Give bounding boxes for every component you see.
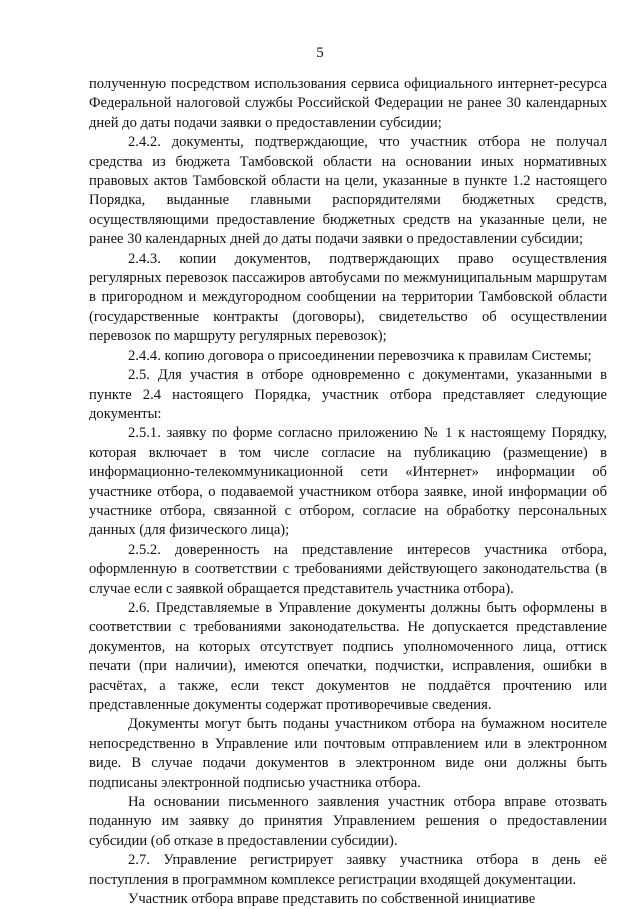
document-body [89, 75, 607, 909]
paragraph-2-5: 2.5. Для участия в отборе одновременно с документами, указанными в пункте 2.4 настоящего Порядка, участник отбора представляет следующие документы: [89, 367, 607, 422]
paragraph-2-4-4: 2.4.4. копию договора о присоединении перевозчика к правилам Системы; [128, 347, 592, 364]
paragraph-continuation: полученную посредством использования сервиса официального интернет-ресурса Федеральной налоговой службы Российской Федерации не ранее 30 календарных дней до даты подачи заявки о предоставлении субсидии; [89, 76, 607, 131]
paragraph-2-7: 2.7. Управление регистрирует заявку участника отбора в день её поступления в программном комплексе регистрации входящей документации. [89, 852, 607, 888]
paragraph-submission-methods: Документы могут быть поданы участником отбора на бумажном носителе непосредственно в Управление или почтовым отправлением или в электронном виде. В случае подачи документов в электронном виде они должны быть подписаны электронной подписью участника отбора. [89, 716, 607, 791]
paragraph-2-5-1: 2.5.1. заявку по форме согласно приложению № 1 к настоящему Порядку, которая включает в том числе согласие на публикацию (размещение) в информационно-телекоммуникационной сети «Интернет» информации об участнике отбора, о подаваемой участником отбора заявке, иной информации об участнике отбора, связанной с отбором, согласие на обработку персональных данных (для физического лица); [89, 425, 607, 539]
paragraph-2-4-2: 2.4.2. документы, подтверждающие, что участник отбора не получал средства из бюджета Тамбовской области на основании иных нормативных правовых актов Тамбовской области на цели, указанные в пункте 1.2 настоящего Порядка, выданные главными распорядителями бюджетных средств, осуществляющими предоставление бюджетных средств на указанные цели, не ранее 30 календарных дней до даты подачи заявки о предоставлении субсидии; [89, 134, 607, 248]
paragraph-2-6: 2.6. Представляемые в Управление документы должны быть оформлены в соответствии с требованиями законодательства. Не допускается представление документов, на которых отсутствует подпись уполномоченного лица, оттиск печати (при наличии), имеются опечатки, подчистки, исправления, ошибки в расчётах, а также, если текст документов не поддаётся прочтению или представленные документы содержат противоречивые сведения. [89, 599, 607, 713]
paragraph-withdrawal: На основании письменного заявления участник отбора вправе отозвать поданную им заявку до принятия Управлением решения о предоставлении субсидии (об отказе в предоставлении субсидии). [89, 794, 607, 849]
paragraph-2-4-3: 2.4.3. копии документов, подтверждающих право осуществления регулярных перевозок пассажиров автобусами по межмуниципальным маршрутам в пригородном и междугородном сообщении на территории Тамбовской области (государственные контракты (договоры), свидетельство об осуществлении перевозок по маршруту регулярных перевозок); [89, 250, 607, 345]
page-number: 5 [316, 45, 324, 61]
paragraph-2-5-2: 2.5.2. доверенность на представление интересов участника отбора, оформленную в соответствии с требованиями действующего законодательства (в случае если с заявкой обращается представитель участника отбора). [89, 541, 607, 597]
paragraph-own-initiative: Участник отбора вправе представить по собственной инициативе [128, 891, 536, 908]
